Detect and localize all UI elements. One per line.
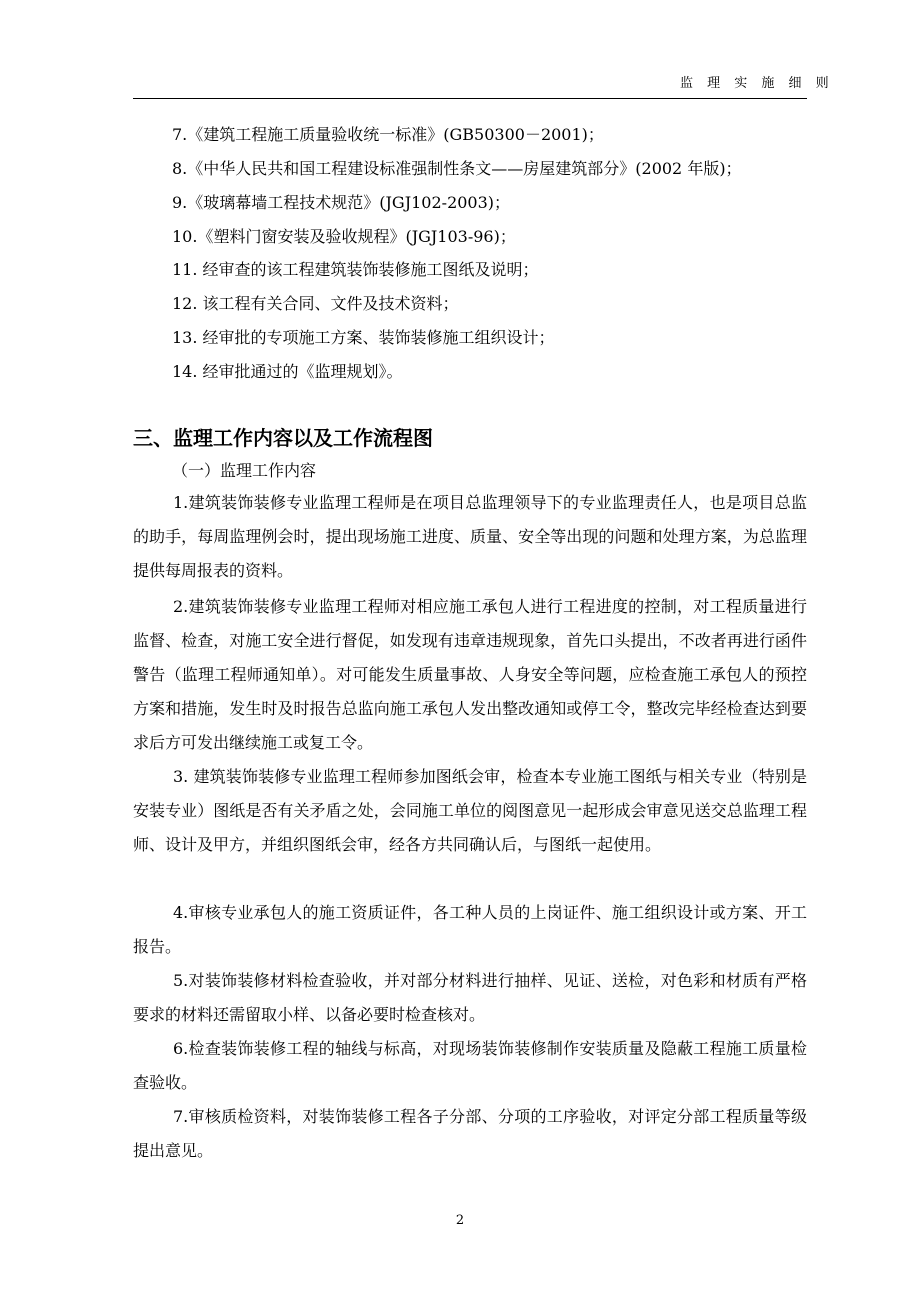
paragraph: 4.审核专业承包人的施工资质证件，各工种人员的上岗证件、施工组织设计或方案、开工报告。 xyxy=(133,903,807,956)
reference-item: 7.《建筑工程施工质量验收统一标准》(GB50300－2001)； xyxy=(172,125,604,144)
reference-item: 8.《中华人民共和国工程建设标准强制性条文——房屋建筑部分》(2002 年版)； xyxy=(172,159,742,178)
reference-item: 9.《玻璃幕墙工程技术规范》(JGJ102-2003)； xyxy=(172,193,511,212)
reference-item: 13. 经审批的专项施工方案、装饰装修施工组织设计； xyxy=(172,328,555,347)
subsection-title: （一）监理工作内容 xyxy=(172,461,317,480)
running-header: 监 理 实 施 细 则 xyxy=(680,76,834,91)
paragraph: 5.对装饰装修材料检查验收，并对部分材料进行抽样、见证、送检，对色彩和材质有严格要求的材料还需留取小样、以备必要时检查核对。 xyxy=(133,971,807,1024)
reference-item: 14. 经审批通过的《监理规划》。 xyxy=(172,362,403,381)
reference-item: 11. 经审查的该工程建筑装饰装修施工图纸及说明； xyxy=(172,260,539,279)
paragraph: 3. 建筑装饰装修专业监理工程师参加图纸会审，检查本专业施工图纸与相关专业（特别是安装专业）图纸是否有关矛盾之处，会同施工单位的阅图意见一起形成会审意见送交总监理工程师、设计及甲方，并组织图纸会审，经各方共同确认后，与图纸一起使用。 xyxy=(133,767,807,854)
page-number: 2 xyxy=(455,1213,465,1228)
reference-item: 10.《塑料门窗安装及验收规程》(JGJ103-96)； xyxy=(172,227,516,246)
paragraph: 1.建筑装饰装修专业监理工程师是在项目总监理领导下的专业监理责任人，也是项目总监的助手，每周监理例会时，提出现场施工进度、质量、安全等出现的问题和处理方案，为总监理提供每周报表的资料。 xyxy=(133,493,807,580)
header-rule xyxy=(133,98,807,99)
paragraph: 6.检查装饰装修工程的轴线与标高，对现场装饰装修制作安装质量及隐蔽工程施工质量检查验收。 xyxy=(133,1039,807,1092)
reference-item: 12. 该工程有关合同、文件及技术资料； xyxy=(172,294,459,313)
paragraph: 2.建筑装饰装修专业监理工程师对相应施工承包人进行工程进度的控制，对工程质量进行监督、检查，对施工安全进行督促，如发现有违章违规现象，首先口头提出，不改者再进行函件警告（监理工程师通知单）。对可能发生质量事故、人身安全等问题，应检查施工承包人的预控方案和措施，发生时及时报告总监向施工承包人发出整改通知或停工令，整改完毕经检查达到要求后方可发出继续施工或复工令。 xyxy=(133,597,807,752)
paragraph: 7.审核质检资料，对装饰装修工程各子分部、分项的工序验收，对评定分部工程质量等级提出意见。 xyxy=(133,1107,807,1160)
section-title: 三、监理工作内容以及工作流程图 xyxy=(133,426,433,450)
